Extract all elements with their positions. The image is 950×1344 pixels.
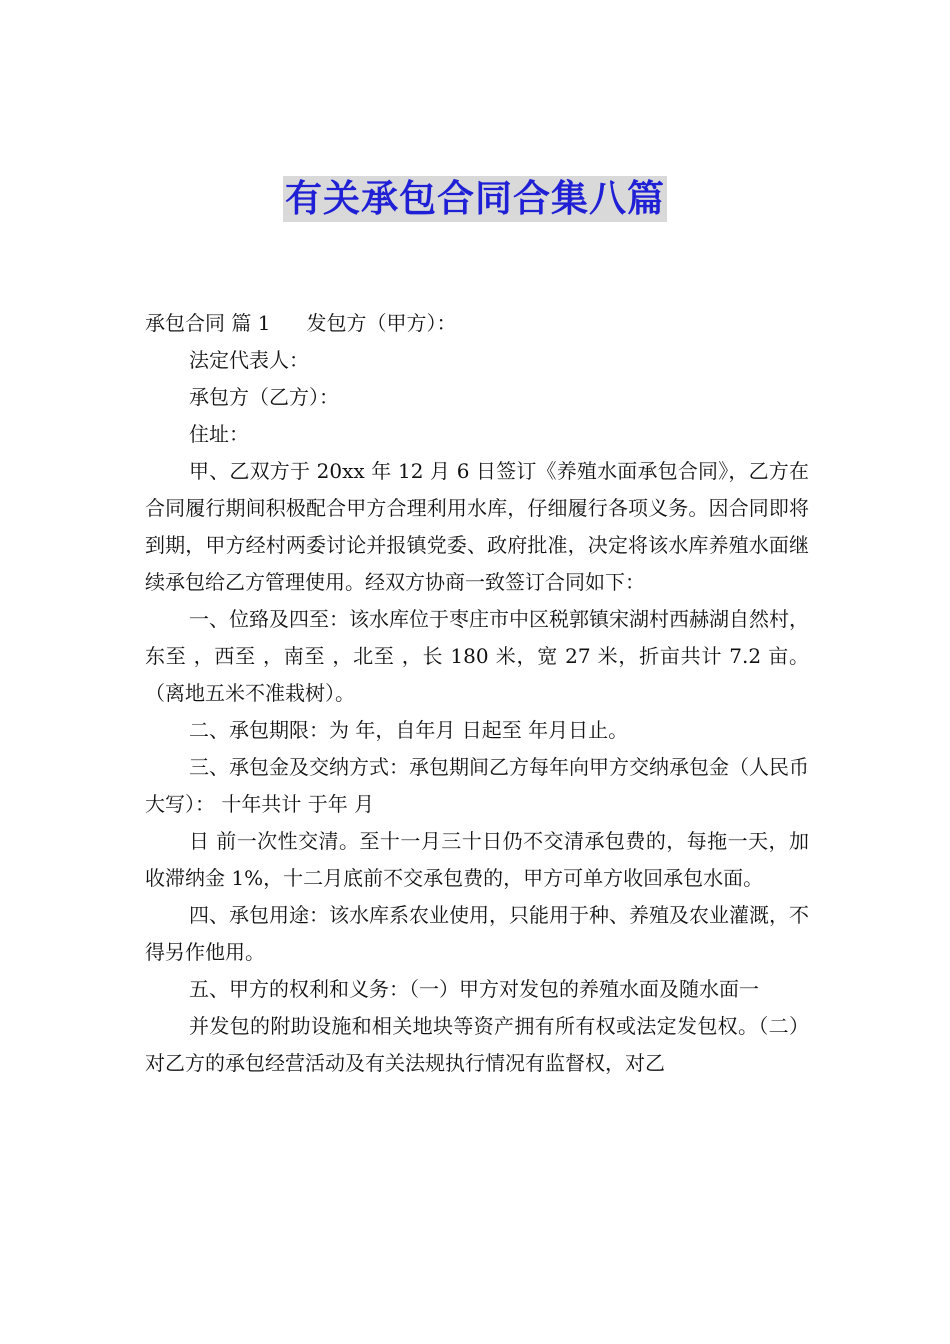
document-title: 有关承包合同合集八篇 [285, 177, 665, 220]
section-heading: 承包合同 篇 1 [145, 311, 271, 335]
paragraph: 五、甲方的权利和义务：（一）甲方对发包的养殖水面及随水面一 [189, 977, 759, 1001]
paragraph: 一、位臵及四至：该水库位于枣庄市中区税郭镇宋湖村西赫湖自然村，东至 ，西至 ，南至 ，北至 ，长 180 米，宽 27 米，折亩共计 7.2 亩。（离地五米不准栽树）。 [145, 607, 809, 705]
paragraph: 住址： [189, 422, 249, 446]
paragraph: 四、承包用途：该水库系农业使用，只能用于种、养殖及农业灌溉，不得另作他用。 [145, 903, 809, 964]
paragraph: 并发包的附助设施和相关地块等资产拥有所有权或法定发包权。（二）对乙方的承包经营活动及有关法规执行情况有监督权，对乙 [145, 1014, 809, 1075]
paragraph: 甲、乙双方于 20xx 年 12 月 6 日签订《养殖水面承包合同》，乙方在合同履行期间积极配合甲方合理利用水库，仔细履行各项义务。因合同即将到期，甲方经村两委讨论并报镇党委、政府批准，决定将该水库养殖水面继续承包给乙方管理使用。经双方协商一致签订合同如下： [145, 459, 809, 594]
heading-line [145, 305, 809, 342]
party-a-label: 发包方（甲方）： [306, 311, 457, 335]
title-wrapper [0, 176, 950, 222]
paragraph: 承包方（乙方）： [189, 385, 339, 409]
paragraph: 三、承包金及交纳方式：承包期间乙方每年向甲方交纳承包金（人民币大写）： 十年共计 于年 月 [145, 755, 809, 816]
paragraph: 日 前一次性交清。至十一月三十日仍不交清承包费的，每拖一天，加收滞纳金 1%，十二月底前不交承包费的，甲方可单方收回承包水面。 [145, 829, 809, 890]
paragraph: 二、承包期限：为 年，自年月 日起至 年月日止。 [189, 718, 629, 742]
document-body [145, 305, 809, 1082]
paragraph: 法定代表人： [189, 348, 309, 372]
